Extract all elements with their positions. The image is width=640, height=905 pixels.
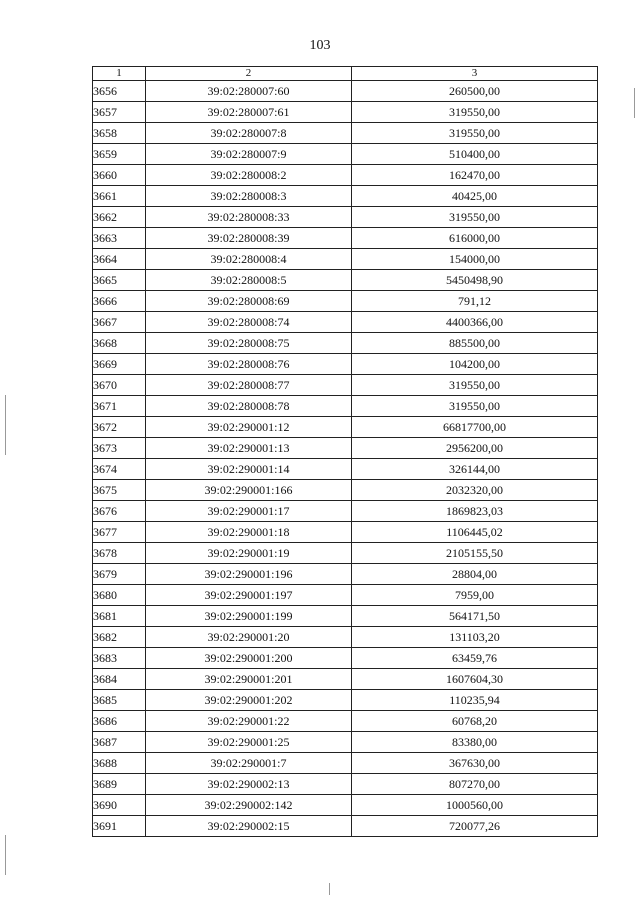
table-row xyxy=(93,795,598,816)
cadastral-value-table xyxy=(92,66,598,837)
cadastral-number: 39:02:290001:18 xyxy=(146,522,352,543)
row-number: 3685 xyxy=(93,690,146,711)
table-row xyxy=(93,438,598,459)
cadastral-number: 39:02:290001:20 xyxy=(146,627,352,648)
row-number: 3671 xyxy=(93,396,146,417)
row-number: 3660 xyxy=(93,165,146,186)
row-number: 3682 xyxy=(93,627,146,648)
table-row xyxy=(93,669,598,690)
table-row xyxy=(93,102,598,123)
row-number: 3659 xyxy=(93,144,146,165)
cadastral-value: 2105155,50 xyxy=(352,543,598,564)
cadastral-number: 39:02:290001:25 xyxy=(146,732,352,753)
page-number: 103 xyxy=(309,38,331,53)
cadastral-value: 104200,00 xyxy=(352,354,598,375)
table-body xyxy=(93,81,598,837)
cadastral-number: 39:02:290001:196 xyxy=(146,564,352,585)
row-number: 3686 xyxy=(93,711,146,732)
row-number: 3673 xyxy=(93,438,146,459)
cadastral-number: 39:02:290002:15 xyxy=(146,816,352,837)
cadastral-number: 39:02:280008:78 xyxy=(146,396,352,417)
table-row xyxy=(93,480,598,501)
row-number: 3674 xyxy=(93,459,146,480)
cadastral-value: 154000,00 xyxy=(352,249,598,270)
cadastral-number: 39:02:280008:76 xyxy=(146,354,352,375)
cadastral-value: 367630,00 xyxy=(352,753,598,774)
table-row xyxy=(93,585,598,606)
row-number: 3667 xyxy=(93,312,146,333)
table-row xyxy=(93,375,598,396)
cadastral-number: 39:02:290001:12 xyxy=(146,417,352,438)
cadastral-value: 4400366,00 xyxy=(352,312,598,333)
cadastral-value: 720077,26 xyxy=(352,816,598,837)
cadastral-number: 39:02:280008:77 xyxy=(146,375,352,396)
row-number: 3688 xyxy=(93,753,146,774)
table-row xyxy=(93,816,598,837)
table-row xyxy=(93,417,598,438)
cadastral-value: 1106445,02 xyxy=(352,522,598,543)
row-number: 3678 xyxy=(93,543,146,564)
row-number: 3675 xyxy=(93,480,146,501)
cadastral-number: 39:02:290001:201 xyxy=(146,669,352,690)
row-number: 3681 xyxy=(93,606,146,627)
table-row xyxy=(93,270,598,291)
row-number: 3680 xyxy=(93,585,146,606)
cadastral-number: 39:02:280008:3 xyxy=(146,186,352,207)
row-number: 3656 xyxy=(93,81,146,102)
cadastral-value: 319550,00 xyxy=(352,375,598,396)
cadastral-number: 39:02:290001:13 xyxy=(146,438,352,459)
cadastral-value: 1869823,03 xyxy=(352,501,598,522)
cadastral-number: 39:02:280008:2 xyxy=(146,165,352,186)
column-header-3: 3 xyxy=(352,67,598,81)
table-row xyxy=(93,396,598,417)
cadastral-number: 39:02:290001:22 xyxy=(146,711,352,732)
column-header-2: 2 xyxy=(146,67,352,81)
row-number: 3670 xyxy=(93,375,146,396)
cadastral-value: 510400,00 xyxy=(352,144,598,165)
row-number: 3683 xyxy=(93,648,146,669)
cadastral-value: 66817700,00 xyxy=(352,417,598,438)
cadastral-number: 39:02:280008:74 xyxy=(146,312,352,333)
cadastral-value: 616000,00 xyxy=(352,228,598,249)
table-row xyxy=(93,123,598,144)
table-row xyxy=(93,732,598,753)
table-row xyxy=(93,207,598,228)
row-number: 3689 xyxy=(93,774,146,795)
row-number: 3668 xyxy=(93,333,146,354)
row-number: 3663 xyxy=(93,228,146,249)
table-row xyxy=(93,354,598,375)
row-number: 3677 xyxy=(93,522,146,543)
cadastral-value: 319550,00 xyxy=(352,207,598,228)
cadastral-number: 39:02:280007:8 xyxy=(146,123,352,144)
cadastral-number: 39:02:280007:61 xyxy=(146,102,352,123)
table-row xyxy=(93,333,598,354)
table-row xyxy=(93,165,598,186)
cadastral-value: 2032320,00 xyxy=(352,480,598,501)
row-number: 3687 xyxy=(93,732,146,753)
table-row xyxy=(93,501,598,522)
cadastral-number: 39:02:290001:199 xyxy=(146,606,352,627)
cadastral-number: 39:02:280008:4 xyxy=(146,249,352,270)
cadastral-value: 326144,00 xyxy=(352,459,598,480)
table-row xyxy=(93,774,598,795)
table-row xyxy=(93,648,598,669)
cadastral-number: 39:02:290001:19 xyxy=(146,543,352,564)
cadastral-number: 39:02:280008:33 xyxy=(146,207,352,228)
cadastral-value: 1607604,30 xyxy=(352,669,598,690)
cadastral-number: 39:02:290001:200 xyxy=(146,648,352,669)
row-number: 3676 xyxy=(93,501,146,522)
cadastral-value: 83380,00 xyxy=(352,732,598,753)
table-row xyxy=(93,249,598,270)
row-number: 3691 xyxy=(93,816,146,837)
row-number: 3690 xyxy=(93,795,146,816)
cadastral-value: 60768,20 xyxy=(352,711,598,732)
scan-mark-bottom-left xyxy=(5,835,6,875)
cadastral-number: 39:02:290002:13 xyxy=(146,774,352,795)
scan-mark-right xyxy=(634,88,635,118)
cadastral-number: 39:02:290001:166 xyxy=(146,480,352,501)
cadastral-number: 39:02:290001:7 xyxy=(146,753,352,774)
table-row xyxy=(93,564,598,585)
row-number: 3664 xyxy=(93,249,146,270)
cadastral-value: 110235,94 xyxy=(352,690,598,711)
cadastral-value: 319550,00 xyxy=(352,123,598,144)
row-number: 3661 xyxy=(93,186,146,207)
row-number: 3665 xyxy=(93,270,146,291)
cadastral-value: 162470,00 xyxy=(352,165,598,186)
scan-mark-left xyxy=(5,395,6,455)
table-header-row xyxy=(93,67,598,81)
cadastral-number: 39:02:290001:202 xyxy=(146,690,352,711)
table-row xyxy=(93,753,598,774)
table-row xyxy=(93,228,598,249)
cadastral-value: 7959,00 xyxy=(352,585,598,606)
row-number: 3672 xyxy=(93,417,146,438)
row-number: 3669 xyxy=(93,354,146,375)
cadastral-number: 39:02:280008:5 xyxy=(146,270,352,291)
cadastral-number: 39:02:280007:60 xyxy=(146,81,352,102)
scan-mark-bottom xyxy=(329,883,330,895)
table-row xyxy=(93,522,598,543)
cadastral-value: 319550,00 xyxy=(352,102,598,123)
table-row xyxy=(93,144,598,165)
cadastral-value: 885500,00 xyxy=(352,333,598,354)
table-row xyxy=(93,606,598,627)
cadastral-value: 40425,00 xyxy=(352,186,598,207)
row-number: 3662 xyxy=(93,207,146,228)
row-number: 3657 xyxy=(93,102,146,123)
cadastral-number: 39:02:280008:69 xyxy=(146,291,352,312)
table-row xyxy=(93,291,598,312)
row-number: 3666 xyxy=(93,291,146,312)
column-header-1: 1 xyxy=(93,67,146,81)
cadastral-value: 63459,76 xyxy=(352,648,598,669)
cadastral-number: 39:02:290001:17 xyxy=(146,501,352,522)
cadastral-number: 39:02:290002:142 xyxy=(146,795,352,816)
table-row xyxy=(93,186,598,207)
row-number: 3679 xyxy=(93,564,146,585)
cadastral-value: 564171,50 xyxy=(352,606,598,627)
cadastral-number: 39:02:290001:14 xyxy=(146,459,352,480)
table-row xyxy=(93,690,598,711)
cadastral-value: 791,12 xyxy=(352,291,598,312)
cadastral-value: 1000560,00 xyxy=(352,795,598,816)
table-row xyxy=(93,711,598,732)
cadastral-number: 39:02:290001:197 xyxy=(146,585,352,606)
cadastral-value: 319550,00 xyxy=(352,396,598,417)
cadastral-number: 39:02:280007:9 xyxy=(146,144,352,165)
table-row xyxy=(93,627,598,648)
cadastral-value: 260500,00 xyxy=(352,81,598,102)
cadastral-value: 5450498,90 xyxy=(352,270,598,291)
cadastral-number: 39:02:280008:75 xyxy=(146,333,352,354)
table-row xyxy=(93,81,598,102)
table-row xyxy=(93,459,598,480)
cadastral-value: 807270,00 xyxy=(352,774,598,795)
cadastral-value: 131103,20 xyxy=(352,627,598,648)
row-number: 3684 xyxy=(93,669,146,690)
row-number: 3658 xyxy=(93,123,146,144)
table-row xyxy=(93,312,598,333)
table-row xyxy=(93,543,598,564)
cadastral-number: 39:02:280008:39 xyxy=(146,228,352,249)
cadastral-value: 2956200,00 xyxy=(352,438,598,459)
cadastral-value: 28804,00 xyxy=(352,564,598,585)
